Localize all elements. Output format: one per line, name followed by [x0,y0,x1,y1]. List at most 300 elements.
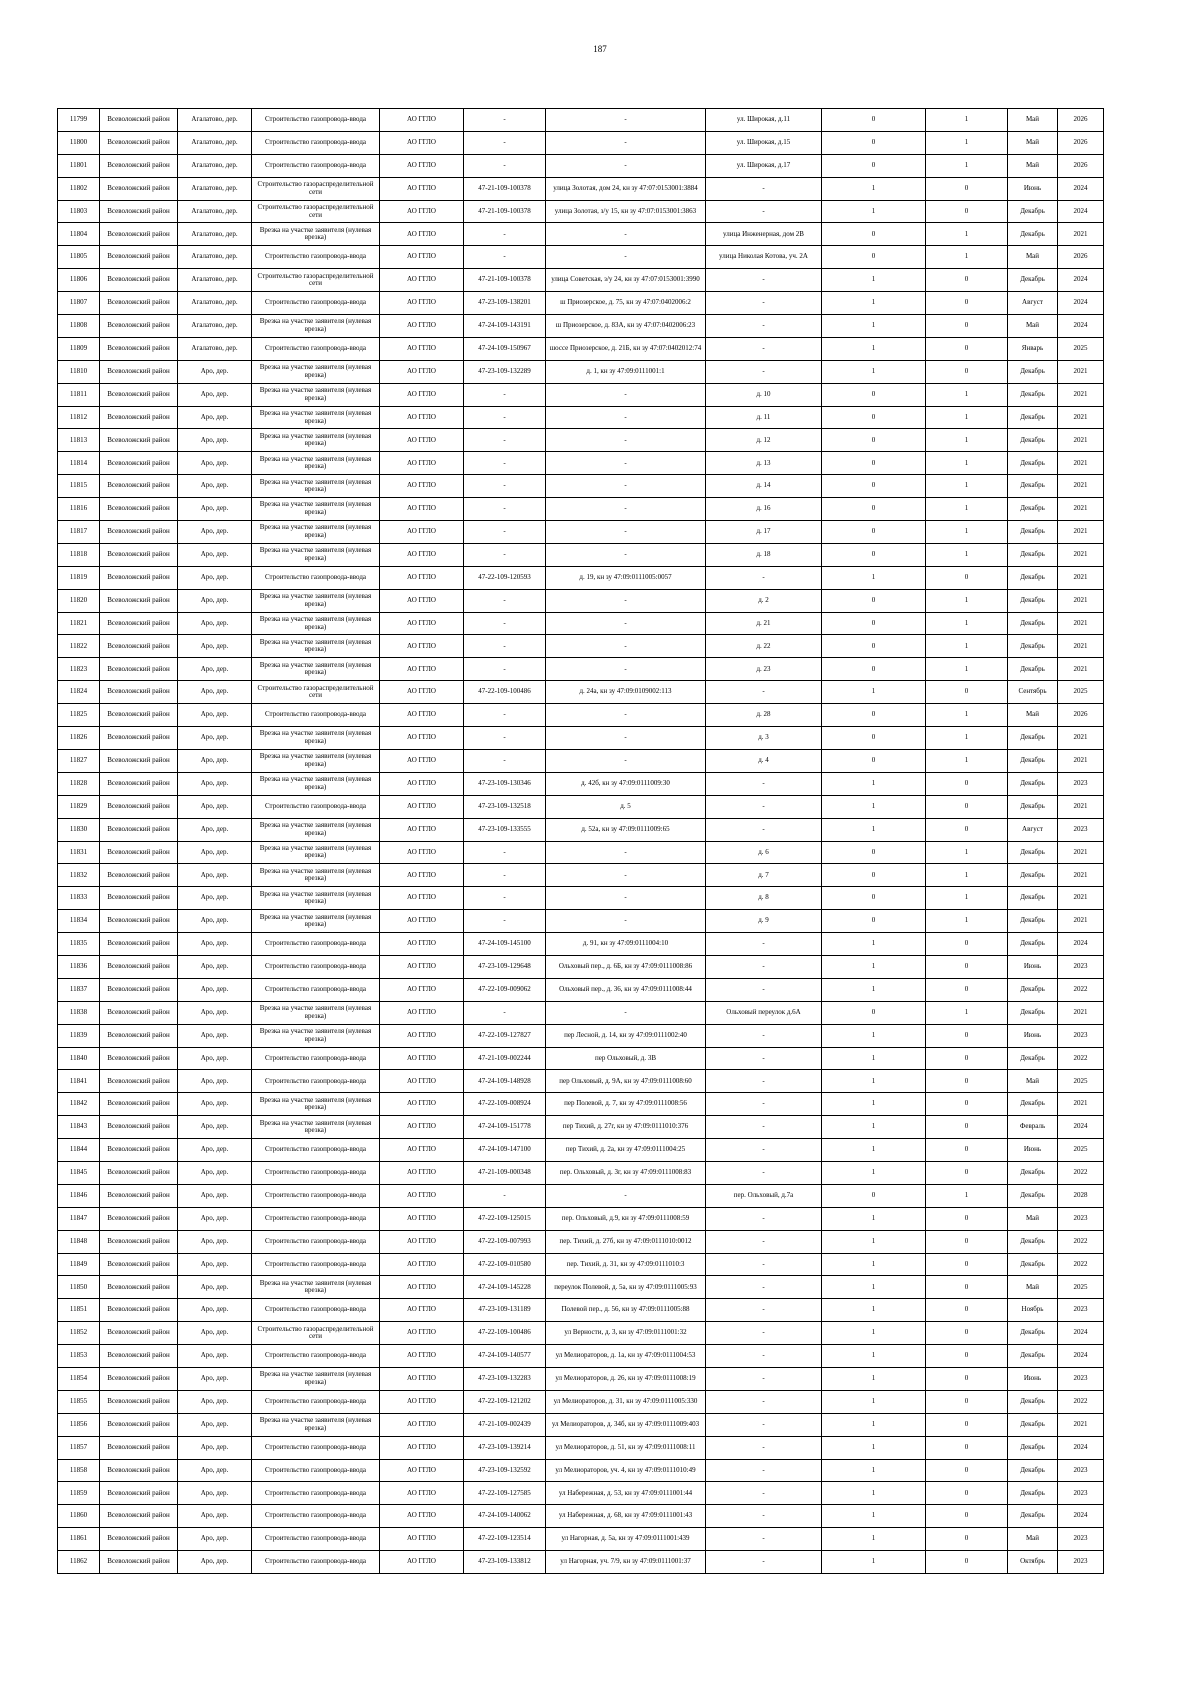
year-cell: 2021 [1058,429,1104,452]
cadastral-address-cell: ул Набережная, д. 53, кн зу 47:09:0111001:44 [546,1482,706,1505]
cadastral-address-cell: д. 1, кн зу 47:09:0111001:1 [546,360,706,383]
year-cell: 2022 [1058,1253,1104,1276]
year-cell: 2021 [1058,543,1104,566]
month-cell: Декабрь [1008,1345,1058,1368]
address-cell: д. 23 [706,658,822,681]
year-cell: 2021 [1058,887,1104,910]
application-number-cell: 47-22-109-127585 [464,1482,546,1505]
organization-cell: АО ГГЛО [380,1551,464,1574]
application-number-cell: 47-24-109-147100 [464,1139,546,1162]
flag-b-cell: 1 [926,543,1008,566]
month-cell: Декабрь [1008,406,1058,429]
month-cell: Декабрь [1008,498,1058,521]
address-cell: - [706,1207,822,1230]
application-number-cell: 47-22-109-008924 [464,1093,546,1116]
address-cell: пер. Ольховый, д.7а [706,1184,822,1207]
year-cell: 2021 [1058,406,1104,429]
cadastral-address-cell: - [546,887,706,910]
cadastral-address-cell: - [546,612,706,635]
year-cell: 2021 [1058,612,1104,635]
year-cell: 2022 [1058,1230,1104,1253]
cadastral-address-cell: - [546,452,706,475]
row-number-cell: 11857 [58,1436,100,1459]
month-cell: Декабрь [1008,475,1058,498]
flag-a-cell: 1 [822,1253,926,1276]
row-number-cell: 11808 [58,315,100,338]
month-cell: Декабрь [1008,1253,1058,1276]
address-cell: - [706,1070,822,1093]
district-cell: Всеволожский район [100,1139,178,1162]
organization-cell: АО ГГЛО [380,315,464,338]
work-type-cell: Врезка на участке заявителя (нулевая врезка) [252,910,380,933]
application-number-cell: - [464,452,546,475]
organization-cell: АО ГГЛО [380,452,464,475]
table-row [58,1528,1104,1551]
row-number-cell: 11843 [58,1116,100,1139]
month-cell: Декабрь [1008,1436,1058,1459]
row-number-cell: 11855 [58,1390,100,1413]
cadastral-address-cell: ул Мелиораторов, уч. 4, кн зу 47:09:0111010:49 [546,1459,706,1482]
application-number-cell: 47-21-109-100378 [464,177,546,200]
organization-cell: АО ГГЛО [380,109,464,132]
year-cell: 2026 [1058,704,1104,727]
year-cell: 2023 [1058,1551,1104,1574]
flag-a-cell: 0 [822,1001,926,1024]
month-cell: Декабрь [1008,452,1058,475]
flag-b-cell: 0 [926,1093,1008,1116]
year-cell: 2021 [1058,223,1104,246]
organization-cell: АО ГГЛО [380,818,464,841]
flag-b-cell: 1 [926,498,1008,521]
year-cell: 2023 [1058,818,1104,841]
gasification-table [57,108,1104,1574]
table-row [58,612,1104,635]
flag-b-cell: 0 [926,772,1008,795]
month-cell: Май [1008,1276,1058,1299]
row-number-cell: 11854 [58,1367,100,1390]
organization-cell: АО ГГЛО [380,612,464,635]
district-cell: Всеволожский район [100,1184,178,1207]
application-number-cell: 47-24-109-145228 [464,1276,546,1299]
organization-cell: АО ГГЛО [380,1207,464,1230]
flag-b-cell: 0 [926,1459,1008,1482]
work-type-cell: Врезка на участке заявителя (нулевая врезка) [252,1116,380,1139]
cadastral-address-cell: пер Тихий, д. 27г, кн зу 47:09:0111010:376 [546,1116,706,1139]
table-row [58,109,1104,132]
year-cell: 2021 [1058,521,1104,544]
work-type-cell: Строительство газопровода-ввода [252,292,380,315]
flag-b-cell: 0 [926,1207,1008,1230]
address-cell: - [706,818,822,841]
row-number-cell: 11839 [58,1024,100,1047]
address-cell: - [706,933,822,956]
work-type-cell: Строительство газораспределительной сети [252,269,380,292]
row-number-cell: 11835 [58,933,100,956]
table-row [58,1413,1104,1436]
organization-cell: АО ГГЛО [380,681,464,704]
row-number-cell: 11816 [58,498,100,521]
settlement-cell: Аро, дер. [178,933,252,956]
cadastral-address-cell: - [546,910,706,933]
work-type-cell: Строительство газопровода-ввода [252,1161,380,1184]
year-cell: 2023 [1058,1024,1104,1047]
district-cell: Всеволожский район [100,1413,178,1436]
work-type-cell: Врезка на участке заявителя (нулевая врезка) [252,864,380,887]
work-type-cell: Врезка на участке заявителя (нулевая врезка) [252,841,380,864]
work-type-cell: Строительство газопровода-ввода [252,978,380,1001]
organization-cell: АО ГГЛО [380,360,464,383]
cadastral-address-cell: ул Мелиораторов, д. 51, кн зу 47:09:0111008:11 [546,1436,706,1459]
flag-b-cell: 0 [926,1528,1008,1551]
application-number-cell: 47-24-109-145100 [464,933,546,956]
application-number-cell: - [464,1001,546,1024]
settlement-cell: Аро, дер. [178,1116,252,1139]
year-cell: 2023 [1058,772,1104,795]
year-cell: 2023 [1058,1207,1104,1230]
district-cell: Всеволожский район [100,1230,178,1253]
district-cell: Всеволожский район [100,1322,178,1345]
organization-cell: АО ГГЛО [380,772,464,795]
application-number-cell: 47-22-109-009062 [464,978,546,1001]
row-number-cell: 11832 [58,864,100,887]
month-cell: Декабрь [1008,910,1058,933]
month-cell: Май [1008,1070,1058,1093]
row-number-cell: 11801 [58,154,100,177]
flag-a-cell: 1 [822,200,926,223]
settlement-cell: Аро, дер. [178,1436,252,1459]
work-type-cell: Врезка на участке заявителя (нулевая врезка) [252,452,380,475]
flag-b-cell: 0 [926,795,1008,818]
address-cell: - [706,1551,822,1574]
row-number-cell: 11805 [58,246,100,269]
application-number-cell: 47-22-109-100486 [464,681,546,704]
flag-a-cell: 1 [822,1367,926,1390]
district-cell: Всеволожский район [100,887,178,910]
cadastral-address-cell: пер Ольховый, д. 3В [546,1047,706,1070]
cadastral-address-cell: переулок Полевой, д. 5а, кн зу 47:09:0111005:93 [546,1276,706,1299]
address-cell: д. 9 [706,910,822,933]
flag-b-cell: 1 [926,1184,1008,1207]
flag-b-cell: 1 [926,429,1008,452]
flag-a-cell: 1 [822,1459,926,1482]
organization-cell: АО ГГЛО [380,933,464,956]
cadastral-address-cell: д. 42б, кн зу 47:09:0111009:30 [546,772,706,795]
table-row [58,727,1104,750]
year-cell: 2021 [1058,475,1104,498]
organization-cell: АО ГГЛО [380,1047,464,1070]
cadastral-address-cell: пер. Ольховый, д. 3г, кн зу 47:09:0111008:83 [546,1161,706,1184]
district-cell: Всеволожский район [100,154,178,177]
settlement-cell: Аро, дер. [178,841,252,864]
month-cell: Декабрь [1008,200,1058,223]
application-number-cell: - [464,109,546,132]
year-cell: 2021 [1058,1093,1104,1116]
address-cell: - [706,1299,822,1322]
row-number-cell: 11837 [58,978,100,1001]
cadastral-address-cell: ул Нагорная, уч. 7/9, кн зу 47:09:0111001:37 [546,1551,706,1574]
row-number-cell: 11852 [58,1322,100,1345]
work-type-cell: Строительство газораспределительной сети [252,681,380,704]
district-cell: Всеволожский район [100,1253,178,1276]
work-type-cell: Врезка на участке заявителя (нулевая врезка) [252,612,380,635]
month-cell: Ноябрь [1008,1299,1058,1322]
row-number-cell: 11850 [58,1276,100,1299]
application-number-cell: - [464,154,546,177]
flag-a-cell: 1 [822,566,926,589]
settlement-cell: Аро, дер. [178,1276,252,1299]
row-number-cell: 11810 [58,360,100,383]
settlement-cell: Аро, дер. [178,1528,252,1551]
organization-cell: АО ГГЛО [380,475,464,498]
address-cell: д. 6 [706,841,822,864]
organization-cell: АО ГГЛО [380,177,464,200]
district-cell: Всеволожский район [100,1070,178,1093]
month-cell: Октябрь [1008,1551,1058,1574]
flag-b-cell: 0 [926,818,1008,841]
application-number-cell: 47-22-109-123514 [464,1528,546,1551]
district-cell: Всеволожский район [100,841,178,864]
application-number-cell: 47-24-109-140577 [464,1345,546,1368]
table-row [58,887,1104,910]
application-number-cell: - [464,727,546,750]
application-number-cell: 47-23-109-138201 [464,292,546,315]
settlement-cell: Агалатово, дер. [178,154,252,177]
work-type-cell: Строительство газопровода-ввода [252,1390,380,1413]
year-cell: 2023 [1058,1528,1104,1551]
table-row [58,589,1104,612]
organization-cell: АО ГГЛО [380,727,464,750]
month-cell: Май [1008,1207,1058,1230]
application-number-cell: - [464,704,546,727]
work-type-cell: Врезка на участке заявителя (нулевая врезка) [252,1093,380,1116]
cadastral-address-cell: пер Полевой, д. 7, кн зу 47:09:0111008:56 [546,1093,706,1116]
district-cell: Всеволожский район [100,1093,178,1116]
organization-cell: АО ГГЛО [380,1024,464,1047]
flag-a-cell: 1 [822,1390,926,1413]
row-number-cell: 11846 [58,1184,100,1207]
work-type-cell: Врезка на участке заявителя (нулевая врезка) [252,1024,380,1047]
year-cell: 2023 [1058,955,1104,978]
work-type-cell: Врезка на участке заявителя (нулевая врезка) [252,360,380,383]
application-number-cell: 47-21-109-100378 [464,200,546,223]
month-cell: Декабрь [1008,978,1058,1001]
address-cell: д. 7 [706,864,822,887]
month-cell: Декабрь [1008,1001,1058,1024]
address-cell: - [706,1161,822,1184]
district-cell: Всеволожский район [100,109,178,132]
cadastral-address-cell: - [546,521,706,544]
address-cell: - [706,681,822,704]
flag-b-cell: 0 [926,269,1008,292]
flag-a-cell: 1 [822,269,926,292]
table-row [58,1345,1104,1368]
row-number-cell: 11811 [58,383,100,406]
cadastral-address-cell: - [546,223,706,246]
row-number-cell: 11828 [58,772,100,795]
settlement-cell: Аро, дер. [178,566,252,589]
month-cell: Декабрь [1008,269,1058,292]
address-cell: - [706,1116,822,1139]
table-row [58,543,1104,566]
settlement-cell: Аро, дер. [178,1230,252,1253]
table-row [58,1230,1104,1253]
year-cell: 2021 [1058,635,1104,658]
address-cell: - [706,1436,822,1459]
table-row [58,154,1104,177]
address-cell: - [706,772,822,795]
cadastral-address-cell: ул Набережная, д. 68, кн зу 47:09:0111001:43 [546,1505,706,1528]
district-cell: Всеволожский район [100,955,178,978]
flag-a-cell: 1 [822,1230,926,1253]
row-number-cell: 11862 [58,1551,100,1574]
year-cell: 2021 [1058,727,1104,750]
settlement-cell: Аро, дер. [178,910,252,933]
application-number-cell: 47-24-109-140062 [464,1505,546,1528]
table-row [58,795,1104,818]
district-cell: Всеволожский район [100,177,178,200]
cadastral-address-cell: пер Ольховый, д. 9А, кн зу 47:09:0111008:60 [546,1070,706,1093]
flag-b-cell: 0 [926,1322,1008,1345]
flag-b-cell: 1 [926,749,1008,772]
application-number-cell: - [464,543,546,566]
application-number-cell: 47-24-109-143191 [464,315,546,338]
district-cell: Всеволожский район [100,131,178,154]
address-cell: - [706,177,822,200]
table-row [58,635,1104,658]
flag-a-cell: 0 [822,452,926,475]
year-cell: 2022 [1058,1047,1104,1070]
flag-a-cell: 1 [822,1276,926,1299]
flag-b-cell: 0 [926,177,1008,200]
year-cell: 2028 [1058,1184,1104,1207]
organization-cell: АО ГГЛО [380,978,464,1001]
row-number-cell: 11853 [58,1345,100,1368]
cadastral-address-cell: ш Приозерское, д. 83А, кн зу 47:07:0402006:23 [546,315,706,338]
settlement-cell: Аро, дер. [178,452,252,475]
organization-cell: АО ГГЛО [380,154,464,177]
flag-b-cell: 0 [926,1276,1008,1299]
district-cell: Всеволожский район [100,635,178,658]
application-number-cell: - [464,864,546,887]
organization-cell: АО ГГЛО [380,1139,464,1162]
address-cell: - [706,269,822,292]
month-cell: Май [1008,704,1058,727]
settlement-cell: Аро, дер. [178,1070,252,1093]
month-cell: Декабрь [1008,1459,1058,1482]
district-cell: Всеволожский район [100,1528,178,1551]
year-cell: 2021 [1058,452,1104,475]
settlement-cell: Аро, дер. [178,1299,252,1322]
month-cell: Декабрь [1008,223,1058,246]
flag-a-cell: 1 [822,955,926,978]
year-cell: 2021 [1058,360,1104,383]
year-cell: 2024 [1058,200,1104,223]
row-number-cell: 11824 [58,681,100,704]
settlement-cell: Аро, дер. [178,543,252,566]
settlement-cell: Агалатово, дер. [178,131,252,154]
row-number-cell: 11856 [58,1413,100,1436]
application-number-cell: - [464,1184,546,1207]
application-number-cell: - [464,841,546,864]
row-number-cell: 11819 [58,566,100,589]
district-cell: Всеволожский район [100,772,178,795]
flag-b-cell: 1 [926,727,1008,750]
district-cell: Всеволожский район [100,727,178,750]
work-type-cell: Строительство газопровода-ввода [252,1528,380,1551]
table-row [58,658,1104,681]
address-cell: д. 28 [706,704,822,727]
cadastral-address-cell: - [546,246,706,269]
year-cell: 2021 [1058,1001,1104,1024]
flag-b-cell: 0 [926,200,1008,223]
flag-a-cell: 1 [822,1047,926,1070]
organization-cell: АО ГГЛО [380,566,464,589]
year-cell: 2023 [1058,1299,1104,1322]
table-row [58,1299,1104,1322]
month-cell: Июнь [1008,1024,1058,1047]
address-cell: д. 12 [706,429,822,452]
flag-b-cell: 1 [926,841,1008,864]
organization-cell: АО ГГЛО [380,635,464,658]
organization-cell: АО ГГЛО [380,1070,464,1093]
cadastral-address-cell: - [546,635,706,658]
row-number-cell: 11802 [58,177,100,200]
flag-b-cell: 1 [926,131,1008,154]
table-row [58,1161,1104,1184]
table-row [58,360,1104,383]
application-number-cell: 47-21-109-002439 [464,1413,546,1436]
application-number-cell: 47-22-109-120593 [464,566,546,589]
row-number-cell: 11826 [58,727,100,750]
work-type-cell: Строительство газораспределительной сети [252,1322,380,1345]
table-row [58,841,1104,864]
month-cell: Декабрь [1008,1093,1058,1116]
table-row [58,933,1104,956]
row-number-cell: 11807 [58,292,100,315]
flag-a-cell: 1 [822,315,926,338]
flag-b-cell: 1 [926,910,1008,933]
settlement-cell: Агалатово, дер. [178,292,252,315]
cadastral-address-cell: улица Советская, з/у 24, кн зу 47:07:0153001:3990 [546,269,706,292]
district-cell: Всеволожский район [100,818,178,841]
flag-b-cell: 1 [926,154,1008,177]
year-cell: 2025 [1058,1276,1104,1299]
settlement-cell: Агалатово, дер. [178,177,252,200]
organization-cell: АО ГГЛО [380,1161,464,1184]
cadastral-address-cell: пер Тихий, д. 2а, кн зу 47:09:0111004:25 [546,1139,706,1162]
address-cell: - [706,1230,822,1253]
district-cell: Всеволожский район [100,978,178,1001]
month-cell: Декабрь [1008,589,1058,612]
address-cell: д. 18 [706,543,822,566]
address-cell: - [706,1528,822,1551]
year-cell: 2025 [1058,1139,1104,1162]
table-row [58,269,1104,292]
flag-a-cell: 0 [822,543,926,566]
flag-b-cell: 1 [926,406,1008,429]
work-type-cell: Строительство газораспределительной сети [252,177,380,200]
flag-a-cell: 0 [822,635,926,658]
settlement-cell: Аро, дер. [178,521,252,544]
settlement-cell: Аро, дер. [178,1551,252,1574]
district-cell: Всеволожский район [100,933,178,956]
address-cell: улица Николая Котова, уч. 2А [706,246,822,269]
organization-cell: АО ГГЛО [380,498,464,521]
cadastral-address-cell: д. 24а, кн зу 47:09:0109002:113 [546,681,706,704]
settlement-cell: Аро, дер. [178,749,252,772]
cadastral-address-cell: пер. Тихий, д. 27б, кн зу 47:09:0111010:0012 [546,1230,706,1253]
organization-cell: АО ГГЛО [380,1093,464,1116]
